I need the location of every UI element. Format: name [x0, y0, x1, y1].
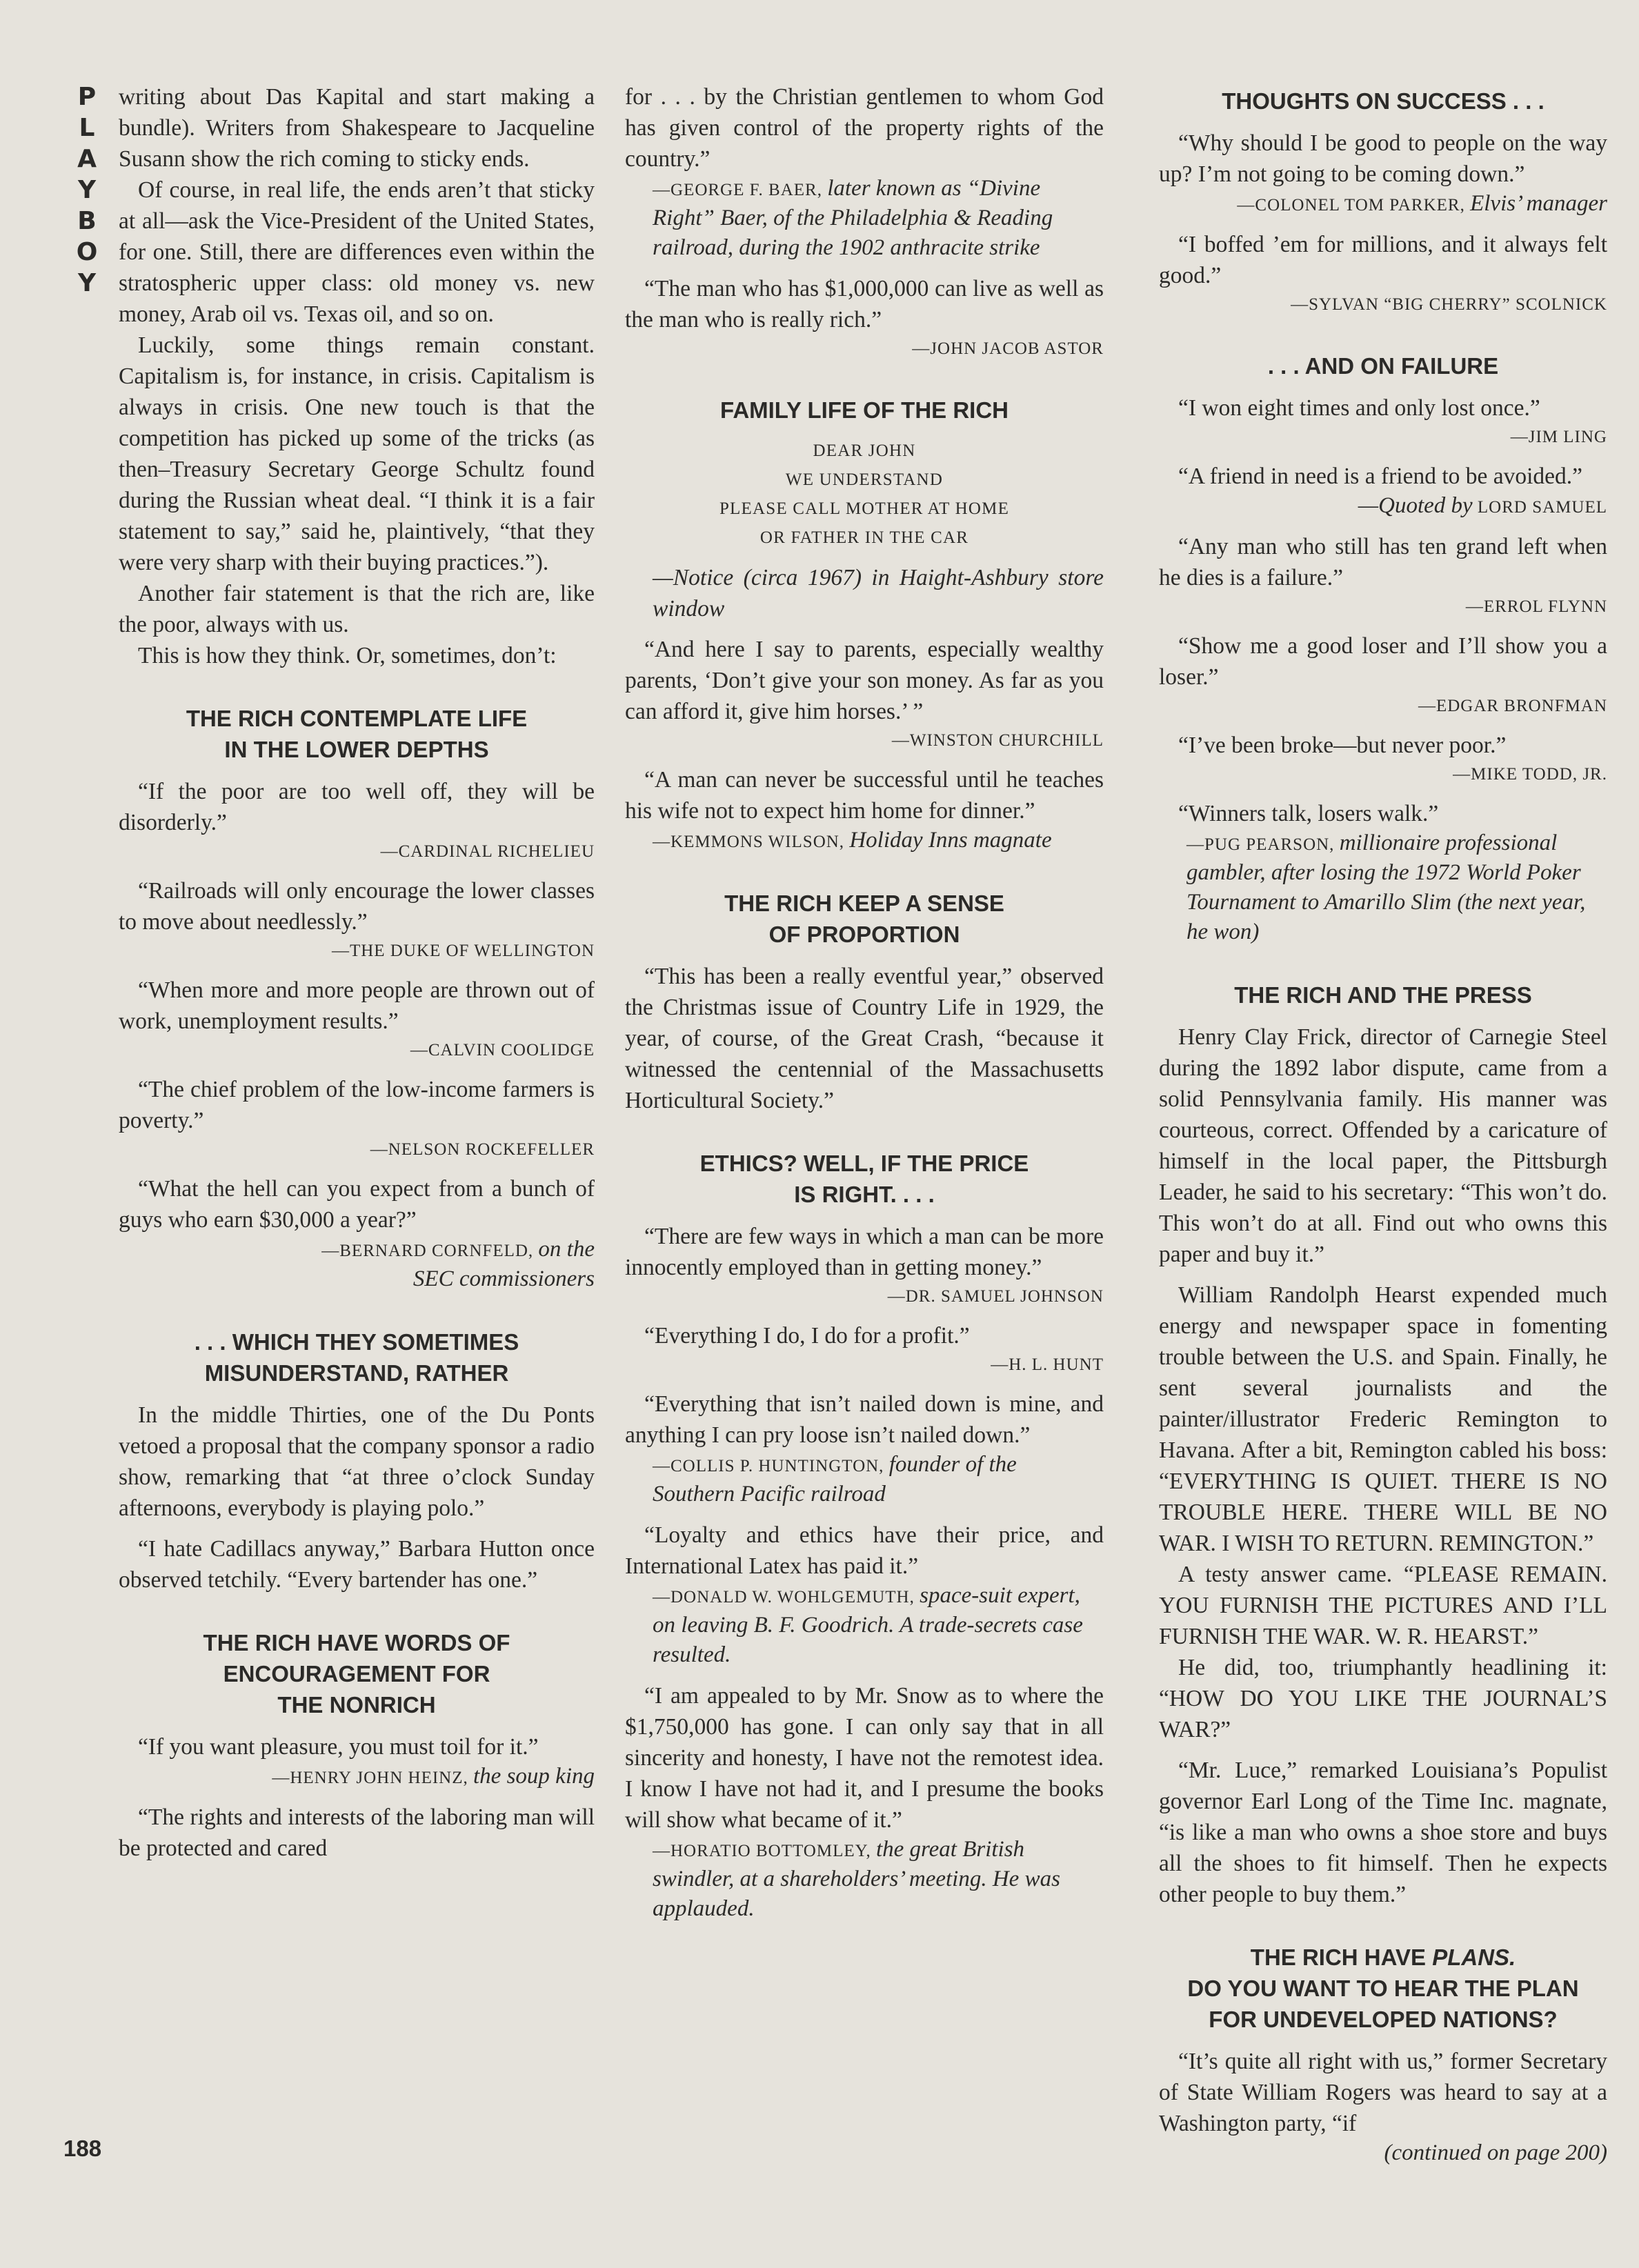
section-heading: ETHICS? WELL, IF THE PRICE IS RIGHT. . . .	[699, 1151, 1029, 1207]
paragraph: Of course, in real life, the ends aren’t that sticky at all—ask the Vice-President of the United States, for one. Still, there are differences even within the stratospheric upper class: old money vs. new money, Arab oil vs. Texas oil, and so on.	[119, 177, 595, 327]
paragraph: writing about Das Kapital and start making a bundle). Writers from Shakespeare to Jacqueline Susann show the rich coming to sticky ends.	[119, 84, 595, 172]
section-heading: THOUGHTS ON SUCCESS . . .	[1222, 88, 1544, 114]
attribution: —DR. SAMUEL JOHNSON	[887, 1287, 1104, 1306]
quote: “Any man who still has ten grand left when he dies is a failure.”	[1159, 534, 1607, 590]
quote: “I boffed ’em for millions, and it always felt good.”	[1159, 232, 1607, 288]
paragraph: This is how they think. Or, sometimes, don’t:	[138, 643, 557, 668]
attribution: —EDGAR BRONFMAN	[1418, 697, 1607, 715]
attribution: —COLONEL TOM PARKER, Elvis’ manager	[1237, 191, 1607, 216]
attribution: —GEORGE F. BAER, later known as “Divine Right” Baer, of the Philadelphia & Reading railroad, during the 1902 anthracite strike	[653, 176, 1053, 260]
attribution: —JOHN JACOB ASTOR	[912, 339, 1104, 358]
attribution: —COLLIS P. HUNTINGTON, founder of the Southern Pacific railroad	[653, 1452, 1017, 1506]
quote: “Everything that isn’t nailed down is mine, and anything I can pry loose isn’t nailed down.”	[625, 1391, 1104, 1448]
attribution: —DONALD W. WOHLGEMUTH, space-suit expert, on leaving B. F. Goodrich. A trade-secrets case resulted.	[653, 1583, 1083, 1667]
paragraph: A testy answer came. “PLEASE REMAIN. YOU FURNISH THE PICTURES AND I’LL FURNISH THE WAR. W. R. HEARST.”	[1159, 1562, 1607, 1649]
quote: for . . . by the Christian gentlemen to whom God has given control of the property rights of the country.”	[625, 84, 1104, 172]
column-1	[119, 81, 595, 1864]
quote: “A man can never be successful until he teaches his wife not to expect him home for dinner.”	[625, 767, 1104, 824]
column-3	[1159, 81, 1607, 2167]
quote: “What the hell can you expect from a bunch of guys who earn $30,000 a year?”	[119, 1176, 595, 1233]
paragraph: He did, too, triumphantly headlining it: “HOW DO YOU LIKE THE JOURNAL’S WAR?”	[1159, 1655, 1607, 1742]
quote: “I’ve been broke—but never poor.”	[1178, 733, 1507, 758]
attribution: —KEMMONS WILSON, Holiday Inns magnate	[653, 828, 1052, 853]
attribution: —MIKE TODD, JR.	[1453, 765, 1607, 784]
paragraph: “This has been a really eventful year,” observed the Christmas issue of Country Life in 1929, the year, of course, of the Great Crash, “because it witnessed the centennial of the Massachusetts Horticultural Society.”	[625, 964, 1104, 1113]
quote: “The chief problem of the low-income farmers is poverty.”	[119, 1077, 595, 1133]
continued-note: (continued on page 200)	[1384, 2140, 1607, 2165]
quote: “Winners talk, losers walk.”	[1178, 801, 1439, 826]
section-heading: THE RICH CONTEMPLATE LIFE IN THE LOWER DEPTHS	[186, 706, 528, 762]
attribution: —NELSON ROCKEFELLER	[370, 1140, 595, 1159]
quote: “Railroads will only encourage the lower classes to move about needlessly.”	[119, 878, 595, 935]
paragraph: Luckily, some things remain constant. Capitalism is, for instance, in crisis. Capitalism is always in crisis. One new touch is that the competition has picked up some of the tricks (as then–Treasury Secretary George Schultz found during the Russian wheat deal. “I think it is a fair statement to say,” said he, plaintively, “that they were very sharp with their buying practices.”).	[119, 332, 595, 575]
quote: “If you want pleasure, you must toil for it.”	[138, 1734, 539, 1760]
section-heading: THE RICH AND THE PRESS	[1234, 982, 1532, 1008]
quote: “And here I say to parents, especially wealthy parents, ‘Don’t give your son money. As far as you can afford it, give him horses.’ ”	[625, 637, 1104, 724]
paragraph: In the middle Thirties, one of the Du Ponts vetoed a proposal that the company sponsor a radio show, remarking that “at three o’clock Sunday afternoons, everybody is playing polo.”	[119, 1402, 595, 1521]
section-heading: THE RICH HAVE WORDS OF ENCOURAGEMENT FOR THE NONRICH	[203, 1630, 510, 1718]
letter: P	[77, 83, 97, 111]
letter: B	[77, 207, 97, 235]
attribution: —HENRY JOHN HEINZ, the soup king	[272, 1764, 595, 1789]
attribution: —ERROL FLYNN	[1465, 597, 1607, 616]
quote: “I won eight times and only lost once.”	[1178, 395, 1540, 421]
magazine-name-vertical	[72, 81, 102, 299]
section-heading: THE RICH HAVE PLANS. DO YOU WANT TO HEAR THE PLAN FOR UNDEVELOPED NATIONS?	[1187, 1944, 1579, 2032]
letter: A	[77, 145, 97, 173]
attribution: —CARDINAL RICHELIEU	[380, 842, 595, 861]
paragraph: “I hate Cadillacs anyway,” Barbara Hutton once observed tetchily. “Every bartender has one.”	[119, 1536, 595, 1593]
attribution: —H. L. HUNT	[991, 1355, 1104, 1374]
quote: “If the poor are too well off, they will be disorderly.”	[119, 779, 595, 835]
attribution: —PUG PEARSON, millionaire professional gambler, after losing the 1972 World Poker Tournament to Amarillo Slim (the next year, he won)	[1186, 830, 1586, 944]
quote: “There are few ways in which a man can be more innocently employed than in getting money.”	[625, 1224, 1104, 1280]
quote: “Show me a good loser and I’ll show you a loser.”	[1159, 633, 1607, 690]
notice-text: DEAR JOHN WE UNDERSTAND PLEASE CALL MOTHER AT HOME OR FATHER IN THE CAR	[719, 441, 1010, 547]
quote: “I am appealed to by Mr. Snow as to where the $1,750,000 has gone. I can only say that in all sincerity and honesty, I have not the remotest idea. I know I have not had it, and I presume the books will show what became of it.”	[625, 1683, 1104, 1833]
quote: “Everything I do, I do for a profit.”	[644, 1323, 970, 1349]
attribution: —CALVIN COOLIDGE	[410, 1041, 595, 1060]
attribution: —Notice (circa 1967) in Haight-Ashbury store window	[653, 565, 1104, 621]
letter: Y	[77, 269, 97, 297]
attribution: —WINSTON CHURCHILL	[891, 731, 1104, 750]
attribution: —BERNARD CORNFELD, on the SEC commissioners	[321, 1237, 595, 1291]
attribution: —THE DUKE OF WELLINGTON	[331, 942, 595, 960]
section-heading: FAMILY LIFE OF THE RICH	[719, 397, 1009, 423]
letter: O	[76, 238, 98, 266]
attribution: —Quoted by LORD SAMUEL	[1358, 493, 1607, 518]
attribution: —JIM LING	[1510, 428, 1607, 446]
paragraph: William Randolph Hearst expended much energy and newspaper space in fomenting trouble between the U.S. and Spain. Finally, he sent several journalists and the painter/illustrator Frederic Remington to Havana. After a bit, Remington cabled his boss: “EVERYTHING IS QUIET. THERE IS NO TROUBLE HERE. THERE WILL BE NO WAR. I WISH TO RETURN. REMINGTON.”	[1159, 1282, 1607, 1556]
quote: “A friend in need is a friend to be avoided.”	[1178, 464, 1583, 489]
quote: “Why should I be good to people on the way up? I’m not going to be coming down.”	[1159, 130, 1607, 187]
quote: “The man who has $1,000,000 can live as well as the man who is really rich.”	[625, 276, 1104, 332]
attribution: —SYLVAN “BIG CHERRY” SCOLNICK	[1291, 295, 1607, 314]
quote: “When more and more people are thrown out of work, unemployment results.”	[119, 977, 595, 1034]
letter: L	[79, 114, 95, 142]
section-heading: . . . WHICH THEY SOMETIMES MISUNDERSTAND, RATHER	[194, 1329, 519, 1386]
paragraph: Another fair statement is that the rich are, like the poor, always with us.	[119, 581, 595, 637]
paragraph: “Mr. Luce,” remarked Louisiana’s Populist governor Earl Long of the Time Inc. magnate, “is like a man who owns a shoe store and buys all the shoes to fit himself. Then he expects other people to buy them.”	[1159, 1758, 1607, 1907]
column-2	[625, 81, 1104, 1924]
quote: “Loyalty and ethics have their price, and International Latex has paid it.”	[625, 1522, 1104, 1579]
paragraph: Henry Clay Frick, director of Carnegie Steel during the 1892 labor dispute, came from a solid Pennsylvania family. His manner was courteous, correct. Offended by a caricature of himself in the local paper, the Pittsburgh Leader, he said to his secretary: “This won’t do. This won’t do at all. Find out who owns this paper and buy it.”	[1159, 1024, 1607, 1267]
section-heading: THE RICH KEEP A SENSE OF PROPORTION	[724, 891, 1004, 947]
paragraph: “It’s quite all right with us,” former Secretary of State William Rogers was heard to say at a Washington party, “if	[1159, 2049, 1607, 2136]
section-heading: . . . AND ON FAILURE	[1267, 353, 1499, 379]
quote: “The rights and interests of the laboring man will be protected and cared	[119, 1804, 595, 1861]
letter: Y	[77, 176, 97, 204]
attribution: —HORATIO BOTTOMLEY, the great British swindler, at a shareholders’ meeting. He was applauded.	[653, 1837, 1060, 1921]
page-number: 188	[63, 2136, 102, 2161]
